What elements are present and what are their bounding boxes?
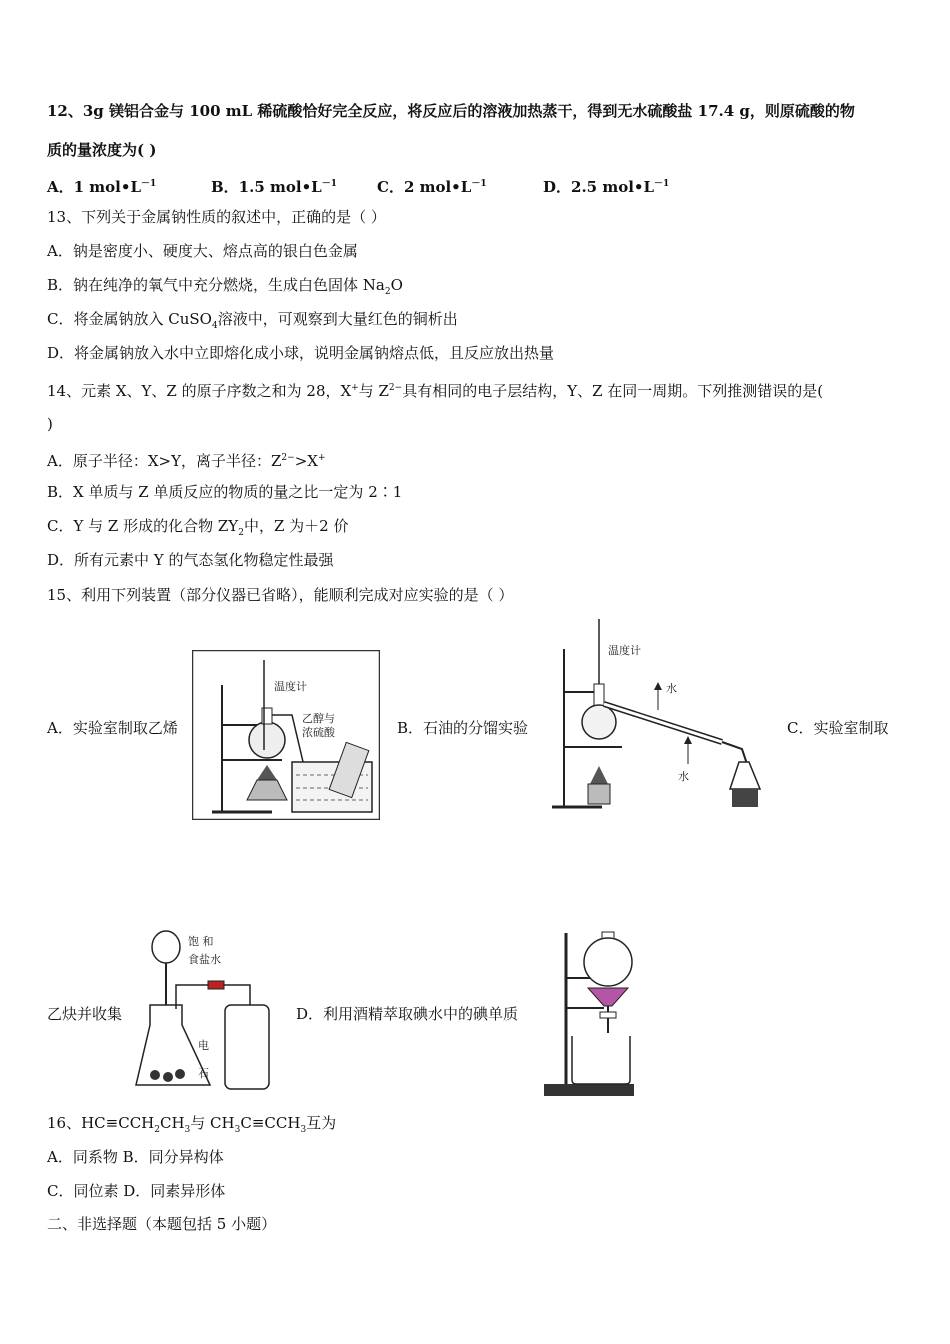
figure-distillation-apparatus: [542, 614, 770, 812]
q13-option-c[interactable]: C．将金属钠放入 CuSO$_4$溶液中，可观察到大量红色的铜析出: [47, 310, 458, 331]
label-thermometer: 温度计: [274, 680, 307, 693]
q15-stem: 15、利用下列装置（部分仪器已省略），能顺利完成对应实验的是（ ）: [47, 586, 514, 604]
label-brine-2: 食盐水: [188, 953, 221, 966]
label-thermometer-b: 温度计: [608, 644, 641, 657]
q13-stem: 13、下列关于金属钠性质的叙述中，正确的是（ ）: [47, 208, 386, 226]
label-reagent-2: 浓硫酸: [302, 726, 335, 739]
q14-option-c[interactable]: C．Y 与 Z 形成的化合物 $ZY_2$中，Z 为＋2 价: [47, 517, 349, 538]
label-water-in: 水: [678, 770, 689, 783]
label-brine-1: 饱 和: [188, 935, 214, 948]
label-water-out: 水: [666, 682, 677, 695]
q16-stem: 16、$HC\equiv CCH_2CH_3$与 $CH_3C\equiv CCH_3$互为: [47, 1114, 337, 1135]
q14-stem: 14、元素 X、Y、Z 的原子序数之和为 28，X+与 $Z^{2-}$具有相同的电子层结构，Y、Z 在同一周期。下列推测错误的是(: [47, 382, 824, 400]
q12-option-a[interactable]: A．1 $mol•L^{-1}$: [47, 178, 157, 196]
q13-option-b[interactable]: B．钠在纯净的氧气中充分燃烧，生成白色固体 $Na_2O$: [47, 276, 403, 297]
figure-ethylene-apparatus: [192, 650, 380, 820]
q13-option-a[interactable]: A．钠是密度小、硬度大、熔点高的银白色金属: [47, 242, 358, 260]
q15-option-c-cont: 乙炔并收集: [47, 1005, 123, 1023]
q16-options-cd[interactable]: C．同位素 D．同素异形体: [47, 1182, 226, 1200]
q14-option-b[interactable]: B．X 单质与 Z 单质反应的物质的量之比一定为 2∶1: [47, 483, 403, 501]
q15-option-a[interactable]: A．实验室制取乙烯: [47, 719, 178, 737]
q15-option-d[interactable]: D．利用酒精萃取碘水中的碘单质: [296, 1005, 519, 1023]
q12-stem-line1: 12、3g 镁铝合金与 100 mL 稀硫酸恰好完全反应，将反应后的溶液加热蒸干，得到无水硫酸盐 17.4 g，则原硫酸的物: [47, 102, 855, 120]
q12-option-b[interactable]: B．1.5 $mol•L^{-1}$: [211, 178, 337, 196]
q14-option-d[interactable]: D．所有元素中 Y 的气态氢化物稳定性最强: [47, 551, 334, 569]
q12-option-c[interactable]: C．2 $mol•L^{-1}$: [377, 178, 487, 196]
q14-stem-line2: ): [47, 415, 53, 433]
q13-option-d[interactable]: D．将金属钠放入水中立即熔化成小球，说明金属钠熔点低，且反应放出热量: [47, 344, 555, 362]
q16-options-ab[interactable]: A．同系物 B．同分异构体: [47, 1148, 224, 1166]
q14-option-a[interactable]: A．原子半径：X>Y，离子半径：$Z^{2-}>X^+$: [47, 452, 326, 470]
figure-extraction-apparatus: [542, 928, 638, 1098]
label-carbide-1: 电: [198, 1039, 209, 1052]
label-reagent-1: 乙醇与: [302, 712, 335, 725]
q15-option-c[interactable]: C．实验室制取: [787, 719, 889, 737]
q12-option-d[interactable]: D．2.5 $mol•L^{-1}$: [543, 178, 670, 196]
q12-stem-line2: 质的量浓度为( ): [47, 141, 157, 159]
q15-option-b[interactable]: B．石油的分馏实验: [397, 719, 529, 737]
label-carbide-2: 石: [198, 1067, 209, 1080]
figure-acetylene-apparatus: [130, 925, 282, 1097]
section-heading: 二、非选择题（本题包括 5 小题）: [47, 1215, 277, 1233]
